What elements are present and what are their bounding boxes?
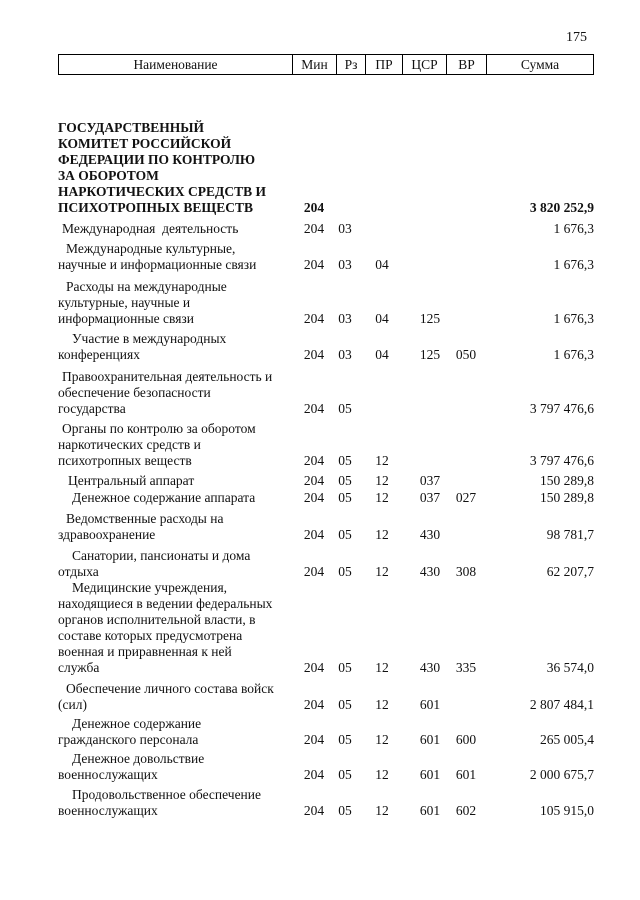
- row-name-line: здравоохранение: [58, 527, 156, 542]
- row-name: [58, 241, 288, 273]
- row-name: [58, 511, 288, 543]
- row-name-line: Органы по контролю за оборотом: [62, 421, 256, 436]
- amount: 150 289,8: [540, 490, 594, 505]
- amount: 3 797 476,6: [529, 401, 594, 416]
- pr-code: 12: [375, 527, 389, 542]
- amount: 1 676,3: [553, 221, 594, 236]
- csr-code: 430: [419, 527, 441, 542]
- rz-code: 05: [338, 564, 352, 579]
- table-header: [58, 54, 594, 75]
- pr-code: 04: [375, 347, 389, 362]
- csr-code: 601: [419, 803, 441, 818]
- row-name: [58, 751, 288, 783]
- row-name: [58, 787, 288, 819]
- rz-code: 05: [338, 767, 352, 782]
- min-code: 204: [303, 527, 325, 542]
- row-name: [58, 716, 288, 748]
- row-name-line: наркотических средств и: [58, 437, 201, 452]
- rz-code: 05: [338, 401, 352, 416]
- rz-code: 05: [338, 660, 352, 675]
- rz-code: 05: [338, 473, 352, 488]
- row-name: [58, 421, 288, 469]
- row-name-line: информационные связи: [58, 311, 194, 326]
- pr-code: 04: [375, 311, 389, 326]
- min-code: 204: [303, 660, 325, 675]
- amount: 1 676,3: [553, 347, 594, 362]
- min-code: 204: [303, 311, 325, 326]
- pr-code: 12: [375, 490, 389, 505]
- header-name: Наименование: [133, 57, 218, 72]
- header-csr: ЦСР: [402, 55, 446, 74]
- row-name-line: ПСИХОТРОПНЫХ ВЕЩЕСТВ: [58, 200, 253, 215]
- amount: 98 781,7: [546, 527, 594, 542]
- row-name-line: Денежное содержание: [72, 716, 202, 731]
- csr-code: 125: [419, 347, 441, 362]
- amount: 62 207,7: [546, 564, 594, 579]
- row-name-line: Медицинские учреждения,: [72, 580, 228, 595]
- rz-code: 03: [338, 257, 352, 272]
- row-name: [58, 681, 288, 713]
- row-name-line: Обеспечение личного состава войск: [66, 681, 274, 696]
- vr-code: 308: [455, 564, 477, 579]
- row-name-line: Центральный аппарат: [68, 473, 195, 488]
- row-name-line: конференциях: [58, 347, 140, 362]
- row-name: [58, 331, 288, 363]
- vr-code: 600: [455, 732, 477, 747]
- amount: 265 005,4: [540, 732, 594, 747]
- rz-code: 03: [338, 347, 352, 362]
- min-code: 204: [303, 200, 325, 215]
- row-name: [58, 473, 288, 489]
- row-name-line: Денежное содержание аппарата: [72, 490, 256, 505]
- header-min: Мин: [292, 55, 336, 74]
- min-code: 204: [303, 697, 325, 712]
- rz-code: 05: [338, 732, 352, 747]
- csr-code: 430: [419, 660, 441, 675]
- row-name: [58, 580, 288, 676]
- row-name-line: органов исполнительной власти, в: [58, 612, 256, 627]
- row-name: [58, 120, 288, 216]
- min-code: 204: [303, 473, 325, 488]
- row-name-line: Денежное довольствие: [72, 751, 205, 766]
- vr-code: 602: [455, 803, 477, 818]
- vr-code: 027: [455, 490, 477, 505]
- pr-code: 04: [375, 257, 389, 272]
- row-name-line: Ведомственные расходы на: [66, 511, 224, 526]
- row-name-line: военнослужащих: [58, 767, 158, 782]
- csr-code: 601: [419, 767, 441, 782]
- rz-code: 05: [338, 803, 352, 818]
- min-code: 204: [303, 564, 325, 579]
- min-code: 204: [303, 803, 325, 818]
- amount: 2 807 484,1: [529, 697, 594, 712]
- row-name: [58, 548, 288, 580]
- rz-code: 05: [338, 527, 352, 542]
- amount: 105 915,0: [540, 803, 594, 818]
- pr-code: 12: [375, 660, 389, 675]
- row-name-line: Санатории, пансионаты и дома: [72, 548, 251, 563]
- row-name-line: составе которых предусмотрена: [58, 628, 243, 643]
- pr-code: 12: [375, 473, 389, 488]
- header-rz: Рз: [336, 55, 365, 74]
- row-name-line: Участие в международных: [72, 331, 227, 346]
- row-name-line: служба: [58, 660, 100, 675]
- amount: 1 676,3: [553, 257, 594, 272]
- row-name-line: обеспечение безопасности: [58, 385, 211, 400]
- header-sum: Сумма: [486, 55, 593, 74]
- row-name-line: Международная деятельность: [62, 221, 239, 236]
- min-code: 204: [303, 453, 325, 468]
- vr-code: 601: [455, 767, 477, 782]
- row-name-line: Продовольственное обеспечение: [72, 787, 261, 802]
- csr-code: 037: [419, 473, 441, 488]
- row-name-line: отдыха: [58, 564, 99, 579]
- row-name: [58, 221, 288, 237]
- row-name-line: НАРКОТИЧЕСКИХ СРЕДСТВ И: [58, 184, 266, 199]
- csr-code: 430: [419, 564, 441, 579]
- amount: 150 289,8: [540, 473, 594, 488]
- row-name-line: Правоохранительная деятельность и: [62, 369, 273, 384]
- csr-code: 125: [419, 311, 441, 326]
- min-code: 204: [303, 221, 325, 236]
- row-name-line: научные и информационные связи: [58, 257, 257, 272]
- row-name-line: культурные, научные и: [58, 295, 191, 310]
- rz-code: 05: [338, 453, 352, 468]
- min-code: 204: [303, 767, 325, 782]
- row-name-line: гражданского персонала: [58, 732, 199, 747]
- rz-code: 03: [338, 311, 352, 326]
- row-name-line: государства: [58, 401, 126, 416]
- amount: 2 000 675,7: [529, 767, 594, 782]
- row-name-line: психотропных веществ: [58, 453, 192, 468]
- row-name-line: (сил): [58, 697, 87, 712]
- row-name-line: Международные культурные,: [66, 241, 236, 256]
- pr-code: 12: [375, 453, 389, 468]
- row-name-line: ЗА ОБОРОТОМ: [58, 168, 159, 183]
- min-code: 204: [303, 401, 325, 416]
- amount: 3 820 252,9: [529, 200, 594, 215]
- min-code: 204: [303, 490, 325, 505]
- amount: 3 797 476,6: [529, 453, 594, 468]
- row-name-line: ГОСУДАРСТВЕННЫЙ: [58, 120, 205, 135]
- pr-code: 12: [375, 732, 389, 747]
- page-number: 175: [566, 30, 587, 45]
- min-code: 204: [303, 347, 325, 362]
- pr-code: 12: [375, 564, 389, 579]
- amount: 36 574,0: [546, 660, 594, 675]
- csr-code: 601: [419, 732, 441, 747]
- row-name-line: военнослужащих: [58, 803, 158, 818]
- row-name: [58, 279, 288, 327]
- vr-code: 335: [455, 660, 477, 675]
- row-name-line: ФЕДЕРАЦИИ ПО КОНТРОЛЮ: [58, 152, 256, 167]
- header-vr: ВР: [446, 55, 486, 74]
- row-name-line: военная и приравненная к ней: [58, 644, 232, 659]
- rz-code: 03: [338, 221, 352, 236]
- rz-code: 05: [338, 490, 352, 505]
- amount: 1 676,3: [553, 311, 594, 326]
- csr-code: 037: [419, 490, 441, 505]
- csr-code: 601: [419, 697, 441, 712]
- min-code: 204: [303, 257, 325, 272]
- pr-code: 12: [375, 803, 389, 818]
- row-name: [58, 369, 288, 417]
- pr-code: 12: [375, 767, 389, 782]
- min-code: 204: [303, 732, 325, 747]
- vr-code: 050: [455, 347, 477, 362]
- row-name-line: Расходы на международные: [66, 279, 227, 294]
- row-name: [58, 490, 288, 506]
- header-pr: ПР: [365, 55, 402, 74]
- rz-code: 05: [338, 697, 352, 712]
- row-name-line: находящиеся в ведении федеральных: [58, 596, 273, 611]
- pr-code: 12: [375, 697, 389, 712]
- row-name-line: КОМИТЕТ РОССИЙСКОЙ: [58, 136, 232, 151]
